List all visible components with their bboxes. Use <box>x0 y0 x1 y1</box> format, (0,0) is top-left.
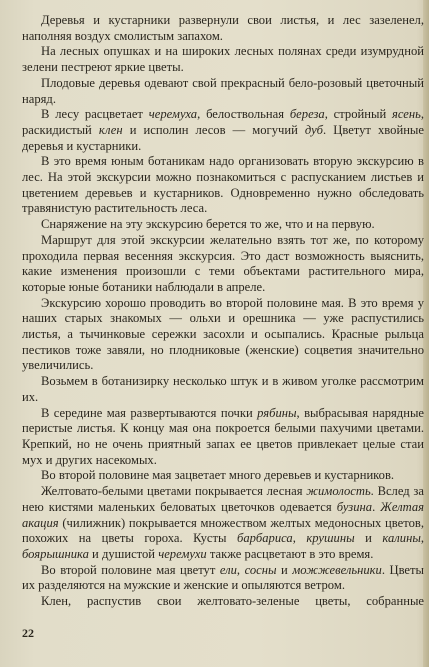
paragraph <box>22 406 424 469</box>
text-run: В это время юным ботаникам надо организовать вторую экскурсию в лес. На этой экскурсии можно познакомиться с распусканием листьев и цветением деревьев и кустарников. Одновременно нужно обследовать травянистую растительность леса. <box>22 154 424 216</box>
text-run: . Цветут хвойные деревья и кустарники. <box>22 122 424 153</box>
text-run: и исполин лесов — могучий <box>122 122 305 137</box>
text-run: , белоствольная <box>197 107 290 122</box>
text-run: На лесных опушках и на широких лесных полянах среди изумрудной зелени пестреют яркие цветы. <box>22 44 424 75</box>
text-run: Плодовые деревья одевают свой прекрасный бело-розовый цветочный наряд. <box>22 75 424 106</box>
text-run: . Вслед за нею кистями маленьких беловатых цветочков одевается <box>22 484 424 514</box>
plant-name: ясень <box>392 107 421 122</box>
text-run: и <box>354 531 383 546</box>
text-run: Маршрут для этой экскурсии желательно взять тот же, по которому проходила первая весенняя экскурсия. Это даст возможность выяснить, какие изменения произошли с теми объектами растительного мира, которые юные ботаники наблюдали в апреле. <box>22 232 424 294</box>
text-run: Экскурсию хорошо проводить во второй половине мая. В это время у наших старых знакомых — ольхи и орешника — уже распустились листья, а тычинковые сережки засохли и осыпались. Красные рыльца пестиков тоже завяли, но плодниковые (женские) соцветия значительно увеличились. <box>22 295 424 373</box>
paragraph <box>22 44 424 75</box>
text-run: и <box>276 562 293 577</box>
plant-name: ели <box>219 562 237 577</box>
plant-name: клен <box>98 122 123 137</box>
text-run: В лесу расцветает <box>41 107 149 122</box>
plant-name: дуб <box>304 122 324 137</box>
plant-name: Желтая акация <box>22 499 424 530</box>
text-run: Деревья и кустарники развернули свои листья, и лес зазеленел, наполняя воздух смолистым запахом. <box>22 13 424 43</box>
text-run: . Цветы их разделяются на мужские и женские и опыляются ветром. <box>22 562 424 593</box>
text-run: и душистой <box>88 546 159 561</box>
text-run: Клен, распустив свои желтовато-зеленые цветы, собранные <box>41 594 424 609</box>
plant-name: сосны <box>244 562 277 577</box>
text-run: (чилижник) покрывается множеством желтых медоносных цветов, похожих на цветы гороха. Кусты <box>22 515 424 546</box>
text-run: , <box>292 531 307 546</box>
body-text <box>22 13 424 610</box>
plant-name: береза <box>289 107 325 122</box>
paragraph <box>22 468 424 484</box>
paragraph <box>22 594 424 610</box>
text-run: Возьмем в ботанизирку несколько штук и в живом уголке рассмотрим их. <box>22 374 424 404</box>
paragraph <box>22 154 424 217</box>
text-run: В середине мая развертываются почки <box>41 405 258 420</box>
page-number: 22 <box>22 626 34 640</box>
plant-name: крушины <box>306 531 355 546</box>
text-run: , <box>420 531 425 546</box>
text-run: , <box>236 562 245 577</box>
plant-name: рябины <box>257 405 297 420</box>
text-run: , раскидистый <box>22 107 425 137</box>
paragraph <box>22 233 424 296</box>
text-run: Снаряжение на эту экскурсию берется то же, что и на первую. <box>41 217 375 232</box>
text-run: Во второй половине мая зацветает много деревьев и кустарников. <box>41 468 395 483</box>
plant-name: барбариса <box>237 531 293 546</box>
paragraph <box>22 296 424 375</box>
paragraph <box>22 374 424 405</box>
text-run: , стройный <box>324 107 392 122</box>
plant-name: можжевельники <box>292 562 382 577</box>
text-run: Во второй половине мая цветут <box>41 562 220 577</box>
paragraph <box>22 217 424 233</box>
paragraph <box>22 107 424 154</box>
paragraph <box>22 484 424 563</box>
text-run: , выбрасывая нарядные перистые листья. К концу мая она покроется белыми пахучими цветами. Крепкий, но не очень приятный запах ее цветов привлекает целые стаи мух и других насекомых. <box>22 405 424 467</box>
plant-name: бузина <box>336 499 373 514</box>
plant-name: черемуха <box>148 107 198 122</box>
text-run: . <box>372 499 381 514</box>
paragraph <box>22 563 424 594</box>
plant-name: жимолость <box>306 484 371 499</box>
paragraph <box>22 13 424 44</box>
text-run: Желтовато-белыми цветами покрывается лесная <box>41 484 307 499</box>
plant-name: боярышника <box>22 546 89 561</box>
plant-name: калины <box>382 531 421 546</box>
text-run: также расцветают в это время. <box>206 546 374 561</box>
paragraph <box>22 76 424 107</box>
plant-name: черемухи <box>158 546 207 561</box>
